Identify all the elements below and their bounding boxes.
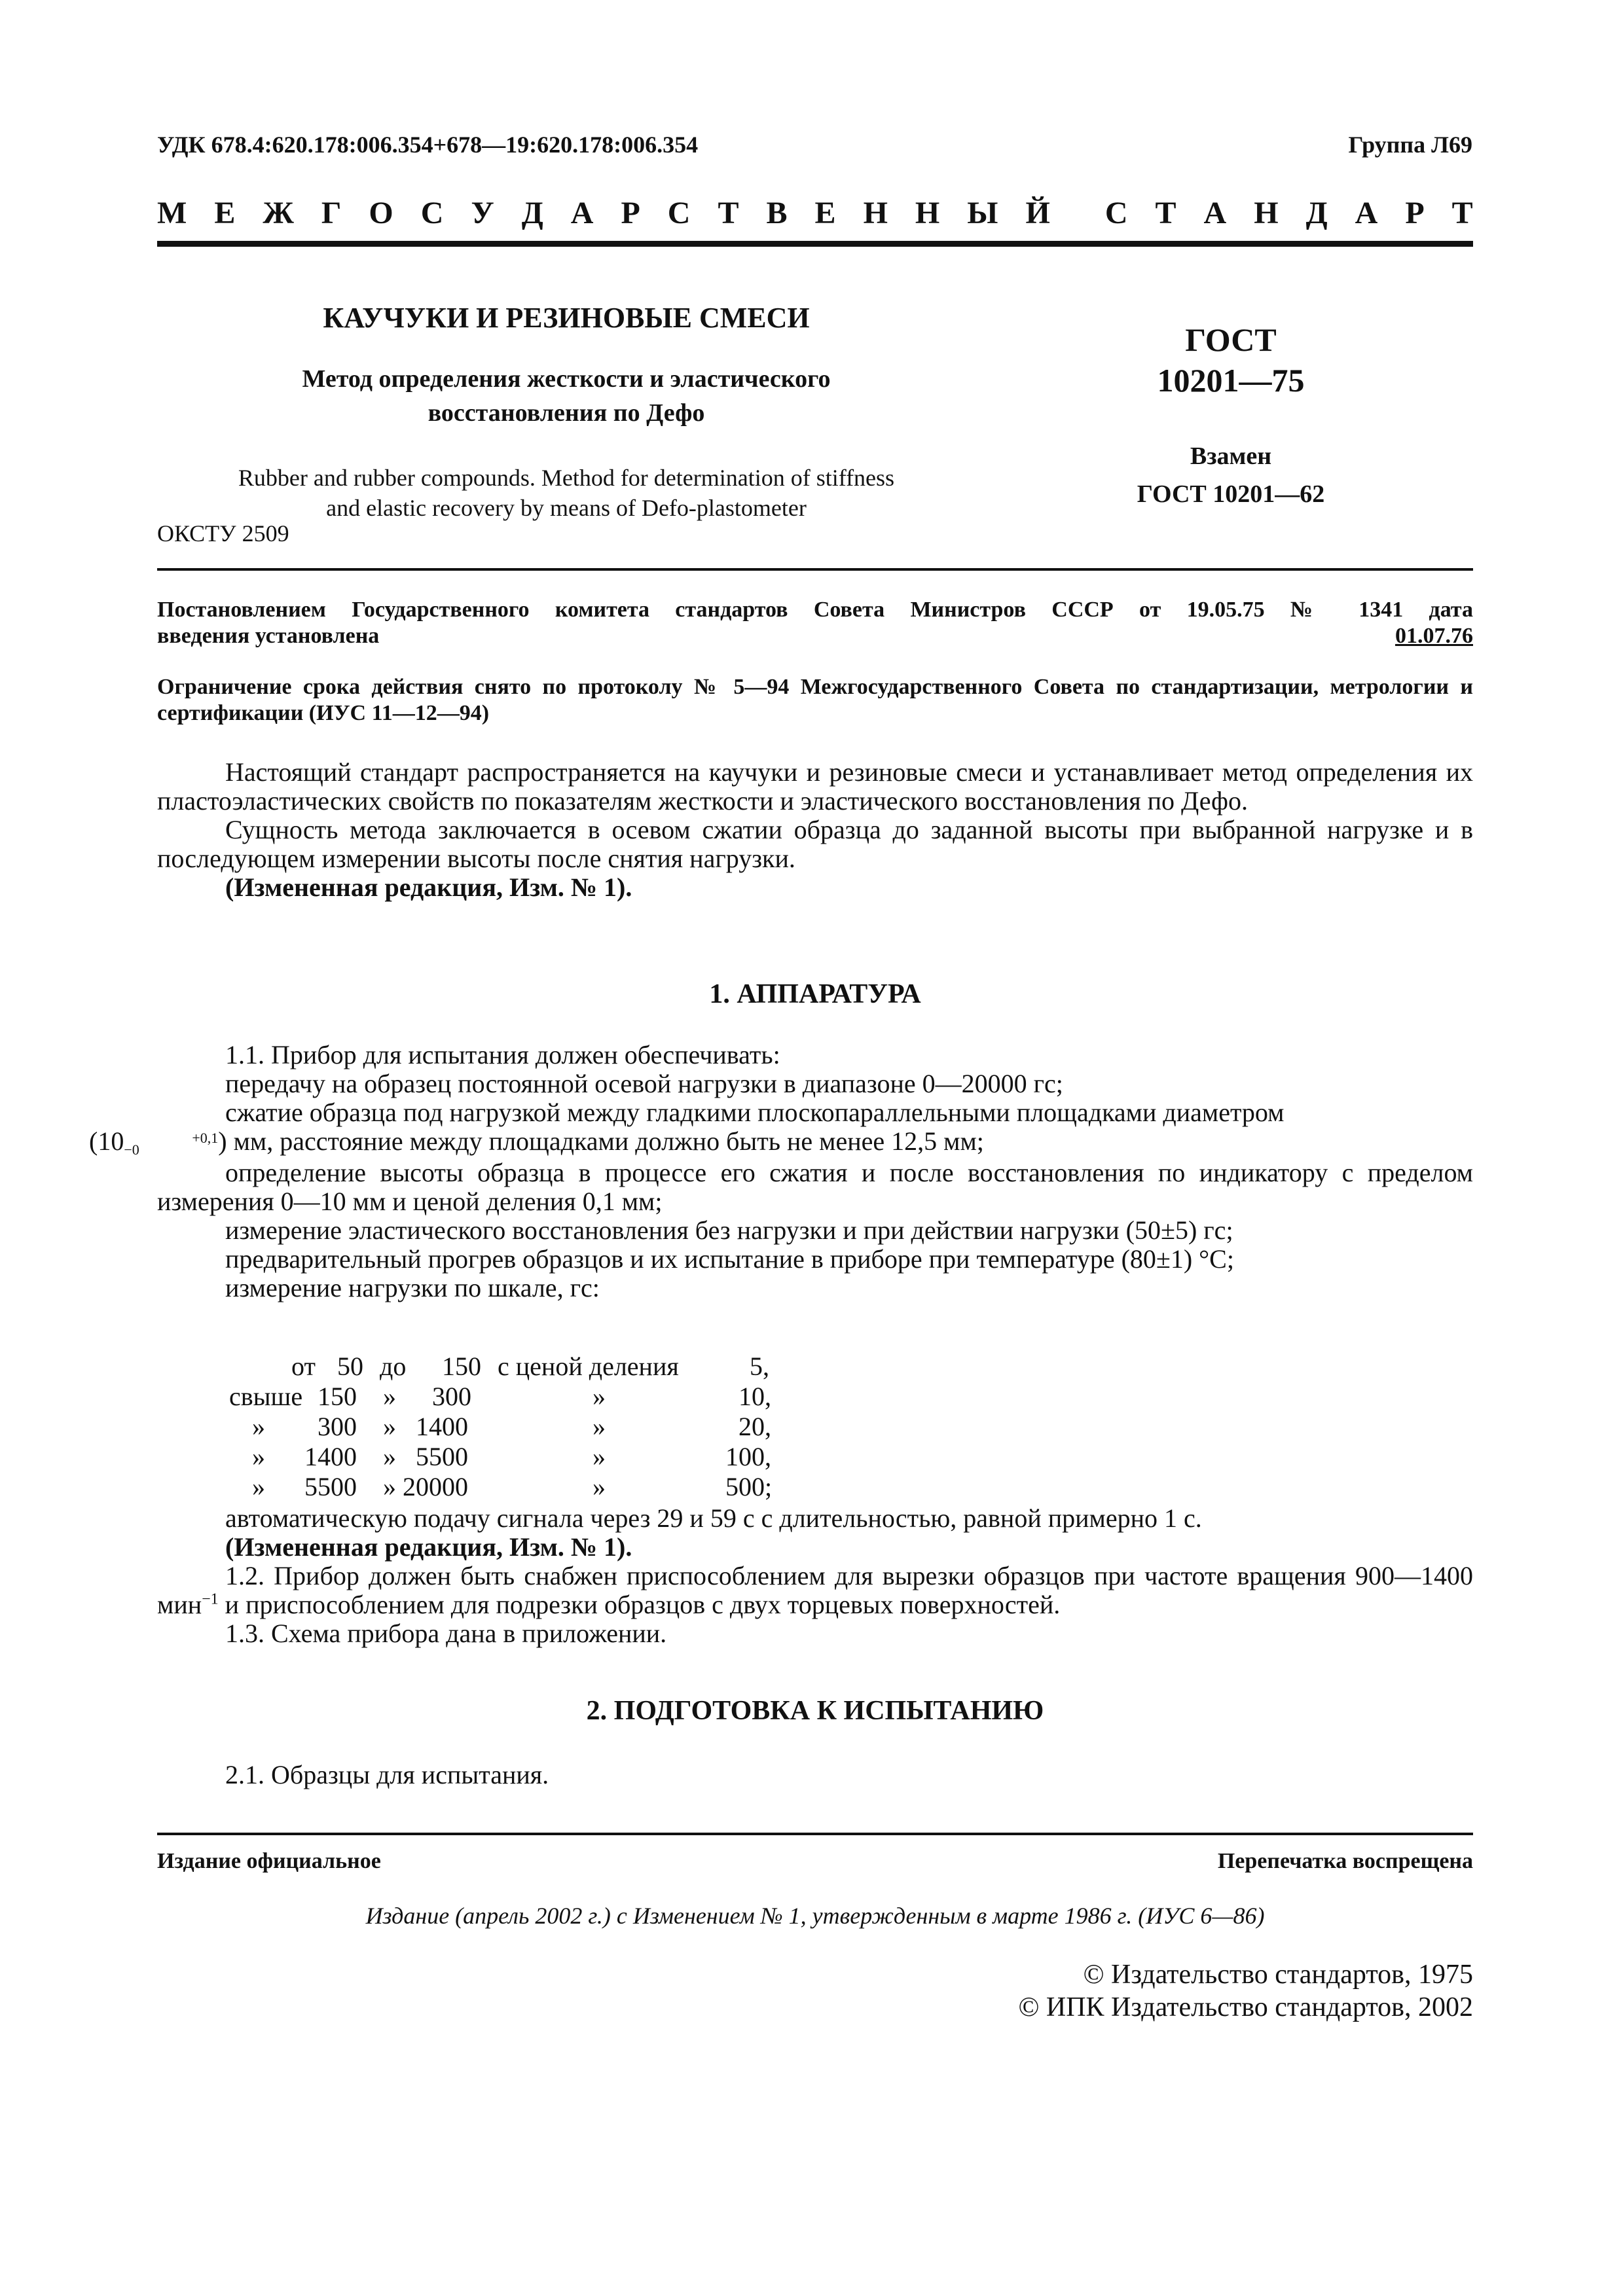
subtitle-line: восстановления по Дефо (428, 399, 705, 427)
introduction-date: 01.07.76 (1395, 624, 1473, 648)
paragraph: определение высоты образца в процессе его сжатия и после восстановления по индикатору с пределом измерения 0—10 мм и ценой деления 0,1 мм; (157, 1158, 1473, 1216)
scale-cell: » (383, 1472, 396, 1501)
gost-label: ГОСТ (1185, 321, 1277, 358)
scale-cell: с ценой деления (498, 1352, 679, 1381)
interstate-standard-banner (157, 195, 1473, 231)
banner-letter: О (369, 196, 393, 230)
banner-letter: Д (1305, 196, 1328, 230)
banner-letter: Т (718, 196, 739, 230)
paragraph (89, 1098, 1473, 1158)
decree-line (157, 623, 1473, 649)
scale-cell: » (383, 1412, 396, 1441)
banner-letter: Е (214, 196, 236, 230)
paragraph: 1.3. Схема прибора дана в приложении. (225, 1619, 667, 1648)
scale-cell: » (252, 1412, 265, 1441)
scale-cell: » (252, 1472, 265, 1501)
amendment-note: (Измененная редакция, Изм. № 1). (225, 1532, 632, 1562)
decree-text: введения установлена (157, 624, 380, 648)
scale-cell: 300 (432, 1382, 471, 1411)
group-code: Группа Л69 (1348, 132, 1472, 158)
okstu-code: ОКСТУ 2509 (157, 520, 289, 547)
banner-letter: Г (321, 196, 342, 230)
scale-cell: до (380, 1352, 407, 1381)
scale-cell: 150 (318, 1382, 357, 1411)
title-block (157, 301, 976, 523)
banner-letter: Н (915, 196, 940, 230)
banner-letter: Н (863, 196, 888, 230)
scale-cell: » (593, 1472, 606, 1501)
paragraph: Настоящий стандарт распространяется на каучуки и резиновые смеси и устанавливает метод определения их пластоэластических свойств по показателям жесткости и эластического восстановления по Дефо. (157, 757, 1473, 816)
load-scale-table (157, 1352, 812, 1502)
scale-row (157, 1412, 812, 1442)
superscript: −1 (202, 1590, 219, 1608)
scale-row (157, 1352, 812, 1382)
banner-letter: В (766, 196, 788, 230)
banner-letter: А (1203, 196, 1227, 230)
udk-code: УДК 678.4:620.178:006.354+678—19:620.178:006.354 (157, 132, 699, 158)
document-title: КАУЧУКИ И РЕЗИНОВЫЕ СМЕСИ (323, 302, 810, 334)
banner-letter: Д (521, 196, 543, 230)
banner-letter: Е (814, 196, 836, 230)
banner-letter: Т (1451, 196, 1473, 230)
text-run: и приспособлением для подрезки образцов с двух торцевых поверхностей. (218, 1590, 1061, 1619)
paragraph: Сущность метода заключается в осевом сжатии образца до заданной высоты при выбранной нагрузке и в последующем измерении высоты после снятия нагрузки. (157, 815, 1473, 873)
scale-cell: 1400 (416, 1412, 468, 1441)
scale-cell: 10, (739, 1382, 771, 1411)
scale-row (157, 1382, 812, 1412)
banner-letter: С (667, 196, 691, 230)
scale-cell: 100, (725, 1442, 771, 1471)
scale-cell: 1400 (304, 1442, 357, 1471)
decree-block (157, 597, 1473, 649)
text-run: ) мм, расстояние между площадками должно быть не менее 12,5 мм; (218, 1126, 984, 1156)
section-heading: 2. ПОДГОТОВКА К ИСПЫТАНИЮ (586, 1696, 1044, 1726)
tolerance (124, 1129, 219, 1158)
banner-letter: Ж (263, 196, 294, 230)
text-run: сжатие образца под нагрузкой между гладкими плоскопараллельными площадками диаметром (225, 1098, 1285, 1127)
banner-letter: Р (621, 196, 640, 230)
banner-letter: Р (1405, 196, 1425, 230)
paragraph: 1.1. Прибор для испытания должен обеспечивать: (225, 1040, 780, 1069)
banner-letter: С (420, 196, 444, 230)
scale-cell: 300 (318, 1412, 357, 1441)
scale-cell: » (383, 1442, 396, 1471)
scale-row (157, 1472, 812, 1502)
restriction-note: Ограничение срока действия снято по протоколу № 5—94 Межгосударственного Совета по стандартизации, метрологии и сертификации (ИУС 11—12—94) (157, 675, 1473, 725)
banner-letter: С (1104, 196, 1128, 230)
banner-letter: Н (1254, 196, 1279, 230)
banner-letter: А (1355, 196, 1378, 230)
paragraph: измерение эластического восстановления без нагрузки и при действии нагрузки (50±5) гс; (225, 1215, 1233, 1245)
banner-letter: А (570, 196, 594, 230)
title-rule (157, 568, 1473, 571)
scale-cell: 20000 (403, 1472, 468, 1501)
amendment-note: (Измененная редакция, Изм. № 1). (225, 872, 632, 902)
gost-number: 10201—75 (1157, 362, 1305, 399)
banner-letter: Й (1025, 196, 1050, 230)
section-1-tail (157, 1504, 1473, 1648)
banner-letter: М (157, 196, 187, 230)
decree-line: Постановлением Государственного комитета стандартов Совета Министров СССР от 19.05.75 № 1341 дата (157, 598, 1473, 622)
official-edition-label: Издание официальное (157, 1849, 381, 1873)
gost-designation (1100, 319, 1362, 513)
text-run: 1.2. Прибор должен быть снабжен приспособлением для вырезки образцов при частоте вращения 900—1400 мин (157, 1561, 1473, 1619)
edition-note: Издание (апрель 2002 г.) с Изменением № 1, утвержденным в марте 1986 г. (ИУС 6—86) (365, 1903, 1265, 1929)
reprint-prohibited-label: Перепечатка воспрещена (1217, 1849, 1473, 1873)
intro-section (157, 758, 1473, 902)
scale-cell: 150 (442, 1352, 481, 1381)
scale-cell: 5500 (416, 1442, 468, 1471)
footer-rule (157, 1833, 1473, 1835)
subtitle-line: Метод определения жесткости и эластического (302, 365, 831, 393)
scale-cell: » (593, 1442, 606, 1471)
english-title-line: Rubber and rubber compounds. Method for determination of stiffness (238, 465, 895, 491)
scale-cell: 5, (750, 1352, 769, 1381)
english-title (157, 463, 976, 523)
paragraph: измерение нагрузки по шкале, гс: (225, 1273, 600, 1302)
english-title-line: and elastic recovery by means of Defo-plastometer (326, 495, 807, 521)
tolerance-upper: +0,1 (192, 1129, 219, 1146)
document-subtitle (157, 362, 976, 430)
paragraph: предварительный прогрев образцов и их испытание в приборе при температуре (80±1) °C; (225, 1244, 1234, 1274)
scale-cell: свыше (229, 1382, 303, 1411)
paragraph: передачу на образец постоянной осевой нагрузки в диапазоне 0—20000 гс; (225, 1069, 1063, 1098)
section-heading: 1. АППАРАТУРА (709, 979, 921, 1009)
text-run: (10 (89, 1126, 124, 1156)
scale-cell: » (252, 1442, 265, 1471)
banner-letter: Ы (967, 196, 998, 230)
scale-cell: от (291, 1352, 316, 1381)
banner-letter: Т (1155, 196, 1176, 230)
replaces-label: Взамен (1190, 442, 1272, 470)
header-rule (157, 241, 1473, 247)
banner-letter: У (471, 196, 494, 230)
scale-cell: 5500 (304, 1472, 357, 1501)
scale-cell: » (593, 1382, 606, 1411)
copyright-line: © Издательство стандартов, 1975 (1083, 1960, 1473, 1990)
replaces-standard: ГОСТ 10201—62 (1137, 480, 1325, 508)
section-2-body (157, 1761, 1473, 1789)
paragraph: автоматическую подачу сигнала через 29 и 59 с с длительностью, равной примерно 1 с. (225, 1503, 1202, 1533)
paragraph (157, 1562, 1473, 1619)
copyright-line: © ИПК Издательство стандартов, 2002 (1018, 1992, 1473, 2022)
scale-cell: 50 (337, 1352, 363, 1381)
scale-cell: 20, (739, 1412, 771, 1441)
scale-cell: » (383, 1382, 396, 1411)
copyright-block (1018, 1958, 1473, 2024)
scale-row (157, 1442, 812, 1472)
section-1-body (89, 1040, 1473, 1302)
scale-cell: » (593, 1412, 606, 1441)
scale-cell: 500; (725, 1472, 773, 1501)
paragraph: 2.1. Образцы для испытания. (225, 1760, 549, 1789)
tolerance-lower: −0 (124, 1141, 139, 1158)
